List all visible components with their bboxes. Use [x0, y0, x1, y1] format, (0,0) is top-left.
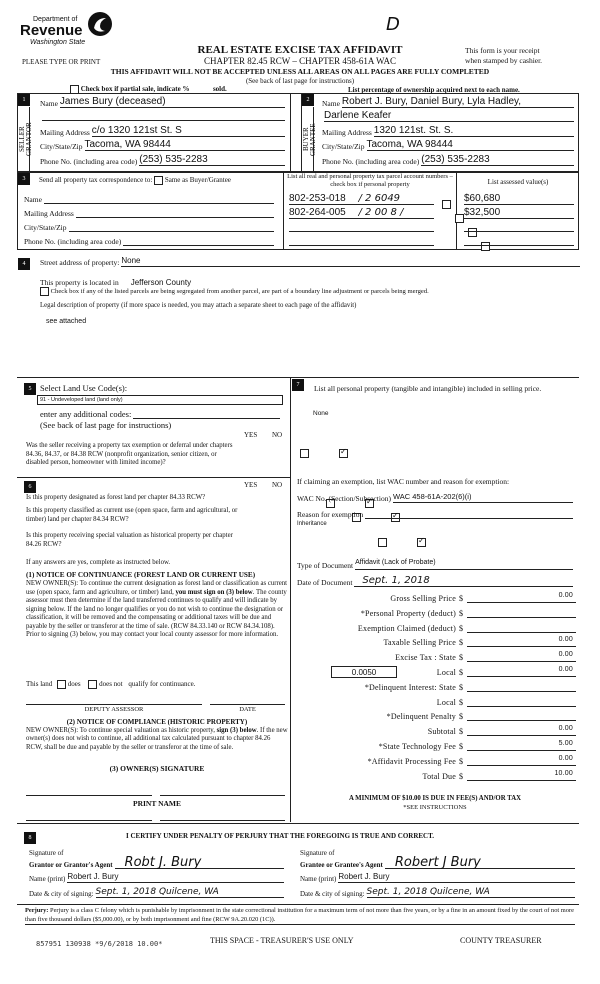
no-header: NO — [272, 431, 283, 439]
additional-codes-label: enter any additional codes: — [40, 409, 132, 419]
section-1-badge: 1 — [18, 94, 30, 106]
fee-label: *Personal Property (deduct) — [360, 608, 456, 618]
section-5-badge: 5 — [24, 383, 36, 395]
section-3-divider-2 — [456, 172, 457, 250]
deputy-label: DEPUTY ASSESSOR — [84, 706, 144, 713]
ownership-note: List percentage of ownership acquired next to each name. — [348, 86, 520, 94]
parcel-number: 802-264-005 — [289, 207, 346, 218]
assessed-row — [462, 235, 574, 246]
notice-continuance-text — [26, 580, 288, 640]
fee-value-field[interactable]: 10.00 — [467, 770, 576, 781]
grantor-date-field[interactable]: Sept. 1, 2018 Quilcene, WA — [96, 887, 284, 898]
form-subtitle: CHAPTER 82.45 RCW – CHAPTER 458-61A WAC — [204, 56, 396, 66]
personal-property-checkbox[interactable] — [442, 200, 451, 209]
buyer-name-label: Name — [322, 99, 340, 108]
grantee-signature[interactable]: Robert J Bury — [385, 857, 575, 869]
corr-address-field[interactable] — [76, 207, 274, 218]
seller-address-field[interactable]: c/o 1320 121st St. S — [92, 125, 285, 137]
fee-value-field[interactable]: 0.00 — [467, 666, 576, 677]
grantor-name-row — [29, 872, 284, 883]
section-divider — [290, 93, 291, 172]
dollar-sign: $ — [459, 712, 464, 722]
assessed-value-field[interactable]: $60,680 — [464, 193, 574, 205]
street-label: Street address of property: — [40, 258, 120, 267]
exemption-yes-checkbox[interactable] — [300, 449, 309, 458]
seller-address-row — [40, 125, 285, 137]
seller-name-field[interactable]: James Bury (deceased) — [60, 96, 285, 108]
grantee-name-row — [300, 872, 575, 883]
fee-row — [296, 622, 576, 633]
perjury-notice — [25, 907, 575, 925]
seller-address-label: Mailing Address — [40, 128, 90, 137]
historical-question: Is this property receiving special valuation as historical property per chapter 84.26 RCW? — [26, 532, 233, 548]
dollar-sign: $ — [459, 682, 464, 692]
land-use-title: Select Land Use Code(s): — [40, 383, 128, 393]
logo-line2: Revenue — [20, 22, 83, 39]
parcel-row — [289, 207, 434, 219]
parcel-handwritten: / 2 6049 — [358, 193, 401, 204]
see-instructions: *SEE INSTRUCTIONS — [403, 804, 467, 811]
buyer-address-label: Mailing Address — [322, 128, 372, 137]
grantee-date-label: Date & city of signing: — [300, 890, 365, 898]
cashier-stamp: 857951 130938 *9/6/2018 10.00* — [36, 940, 163, 948]
buyer-phone-label: Phone No. (including area code) — [322, 157, 420, 166]
fee-row — [296, 607, 576, 618]
grantor-signature[interactable]: Robt J. Bury — [115, 857, 284, 869]
grantee-date-field[interactable]: Sept. 1, 2018 Quilcene, WA — [367, 887, 575, 898]
parcel-number-field[interactable] — [289, 235, 434, 246]
section-5-7-topline — [17, 377, 579, 378]
buyer-city-row — [322, 139, 574, 151]
qualify-label: qualify for continuance. — [128, 680, 196, 689]
handwritten-mark: D — [386, 14, 400, 35]
certify-statement: I CERTIFY UNDER PENALTY OF PERJURY THAT THE FOREGOING IS TRUE AND CORRECT. — [126, 832, 435, 840]
grantee-sig-row — [300, 857, 575, 869]
buyer-name-field[interactable]: Robert J. Bury, Daniel Bury, Lyla Hadley, — [342, 96, 574, 108]
fee-value-field[interactable]: 5.00 — [467, 740, 576, 751]
grantor-name-label: Name (print) — [29, 875, 66, 883]
owner-signature-title: (3) OWNER(S) SIGNATURE — [109, 764, 205, 773]
print-line-2[interactable] — [160, 820, 285, 821]
fee-label: Subtotal — [427, 727, 456, 737]
date-line — [210, 704, 285, 705]
buyer-phone-row — [322, 154, 574, 166]
date-label: DATE — [239, 706, 256, 713]
notice-compliance-title: (2) NOTICE OF COMPLIANCE (HISTORIC PROPERTY) — [66, 718, 248, 726]
doc-date-label: Date of Document — [297, 578, 353, 587]
fee-value-field[interactable] — [467, 607, 576, 618]
parcel-handwritten: / 2 00 8 / — [358, 207, 404, 218]
grantor-text: GRANTOR — [25, 122, 33, 157]
grantee-name-label: Name (print) — [300, 875, 337, 883]
assessed-header: List assessed value(s) — [487, 178, 549, 186]
does-checkbox[interactable] — [57, 680, 66, 689]
additional-codes-field[interactable] — [133, 408, 280, 419]
corr-phone-row — [24, 235, 274, 246]
section-2-badge: 2 — [302, 94, 314, 106]
parcel-number-field[interactable] — [289, 207, 434, 219]
grantee-date-row — [300, 887, 575, 898]
dollar-sign: $ — [459, 727, 464, 737]
street-row — [40, 256, 580, 267]
parcel-number-field[interactable] — [289, 221, 434, 232]
doc-type-row — [297, 559, 573, 570]
corr-address-row — [24, 207, 274, 218]
fee-row — [296, 681, 576, 692]
s6-yes-header: YES — [244, 481, 258, 489]
dollar-sign: $ — [459, 742, 464, 751]
buyer-name2-field[interactable]: Darlene Keafer — [324, 110, 574, 122]
reason-value[interactable]: Inheritance — [297, 521, 327, 527]
continuance-row — [26, 680, 195, 689]
dollar-sign: $ — [459, 608, 464, 618]
warning-banner: THIS AFFIDAVIT WILL NOT BE ACCEPTED UNLESS ALL AREAS ON ALL PAGES ARE FULLY COMPLETED — [110, 67, 490, 76]
logo-line1: Department of — [33, 16, 78, 23]
print-name-label: PRINT NAME — [133, 799, 181, 808]
dollar-sign: $ — [459, 771, 464, 781]
seller-phone-label: Phone No. (including area code) — [40, 157, 138, 166]
does-not-label: does not — [99, 680, 123, 689]
wac-field[interactable]: WAC 458-61A-202(6)(i) — [393, 492, 573, 503]
grantee-text: GRANTEE — [309, 123, 317, 156]
left-right-divider — [290, 377, 291, 822]
buyer-phone-field[interactable]: (253) 535-2283 — [421, 154, 574, 166]
seller-text: SELLER — [18, 126, 26, 153]
corr-name-row — [24, 193, 274, 204]
fee-label: Exemption Claimed (deduct) — [357, 623, 456, 633]
buyer-text: BUYER — [302, 127, 310, 152]
fee-row — [296, 651, 576, 662]
fee-label: Gross Selling Price — [390, 594, 456, 603]
fee-row — [296, 636, 576, 647]
doc-date-row — [297, 575, 573, 587]
doc-type-label: Type of Document — [297, 561, 354, 570]
dollar-sign: $ — [459, 638, 464, 648]
fee-row — [296, 710, 576, 721]
grantor-sig-label-2: Grantor or Grantor's Agent — [29, 861, 113, 869]
grantor-name-field[interactable]: Robert J. Bury — [67, 872, 284, 883]
footer-topline — [17, 904, 579, 905]
send-label: Send all property tax correspondence to: — [39, 176, 153, 185]
logo-line3: Washington State — [30, 39, 86, 46]
fee-row — [296, 740, 576, 751]
notice2-bold: sign (3) below — [216, 727, 257, 734]
owner-sig-line-1[interactable] — [26, 795, 152, 796]
fee-value-field[interactable] — [467, 696, 576, 707]
assessed-row — [462, 221, 574, 232]
corr-phone-field[interactable] — [123, 235, 274, 246]
buyer-name2-row — [322, 110, 574, 122]
fee-row — [296, 592, 576, 603]
section-3-divider-1 — [283, 172, 284, 250]
corr-name-label: Name — [24, 195, 42, 204]
perjury-bold: Perjury: — [25, 907, 49, 914]
reason-label: Reason for exemption — [297, 510, 364, 519]
historical-no-checkbox[interactable] — [417, 538, 426, 547]
seller-name-label: Name — [40, 99, 58, 108]
grantor-date-label: Date & city of signing: — [29, 890, 94, 898]
owner-sig-line-2[interactable] — [160, 795, 285, 796]
land-use-see-back: (See back of last page for instructions) — [40, 420, 172, 430]
fee-label: *Delinquent Penalty — [386, 712, 456, 722]
corr-city-label: City/State/Zip — [24, 223, 67, 232]
form-title: REAL ESTATE EXCISE TAX AFFIDAVIT — [197, 44, 403, 56]
fee-label: *Delinquent Interest: State — [364, 682, 456, 692]
this-land-label: This land — [26, 680, 53, 689]
fee-label: Total Due — [422, 771, 456, 781]
fee-value-field[interactable]: 0.00 — [467, 592, 576, 603]
personal-property-label: List all personal property (tangible and intangible) included in selling price. — [314, 384, 542, 393]
fee-label: Taxable Selling Price — [383, 638, 456, 648]
notice-continuance-title: (1) NOTICE OF CONTINUANCE (FOREST LAND OR CURRENT USE) — [26, 571, 256, 579]
exemption-no-checkbox[interactable] — [339, 449, 348, 458]
notice1-text-b: . The county assessor must then determine if the land transferred continues to qualify and will indicate by signing below. If the land no longer qualifies or you do not wish to continue the designation or classification, it will be removed and the compensating or additional taxes will be due and payable by the seller or transferor at the time of sale. (RCW 84.33.140 or RCW 84.34.108). Prior to signing (3) below, you may contact your local county assessor for more information. — [26, 588, 287, 638]
s6-no-header: NO — [272, 481, 283, 489]
historical-yes-checkbox[interactable] — [378, 538, 387, 547]
fee-label: Excise Tax : State — [395, 653, 456, 663]
fee-row — [296, 770, 576, 781]
seller-city-field[interactable]: Tacoma, WA 98444 — [85, 139, 286, 151]
same-as-buyer-checkbox[interactable] — [154, 176, 163, 185]
parcel-number-field[interactable] — [289, 193, 434, 205]
grantor-sig-row — [29, 857, 284, 869]
county-treasurer-label: COUNTY TREASURER — [460, 936, 542, 945]
seller-city-label: City/State/Zip — [40, 142, 83, 151]
receipt-note-1: This form is your receipt — [465, 46, 540, 55]
corr-name-field[interactable] — [44, 193, 274, 204]
assessed-row — [462, 207, 574, 219]
notice1-text-a: NEW OWNER(S): To continue the current designation as forest land or classification as current use (open space, farm and agriculture, or timber) land, — [26, 580, 288, 596]
does-not-checkbox[interactable] — [88, 680, 97, 689]
fee-label: *State Technology Fee — [378, 742, 456, 751]
notice-compliance-text — [26, 727, 288, 752]
seller-name2-row — [40, 110, 285, 121]
corr-city-field[interactable] — [69, 221, 275, 232]
fee-row — [296, 725, 576, 736]
fee-value-field[interactable] — [467, 710, 576, 721]
fee-label: Local — [436, 697, 456, 707]
seller-phone-field[interactable]: (253) 535-2283 — [139, 154, 285, 166]
section-3-badge: 3 — [18, 173, 30, 185]
buyer-address-field[interactable]: 1320 121st. St. S. — [374, 125, 574, 137]
corr-phone-label: Phone No. (including area code) — [24, 237, 122, 246]
if-yes-note: If any answers are yes, complete as instructed below. — [26, 559, 171, 566]
doc-date-field[interactable]: Sept. 1, 2018 — [354, 575, 573, 587]
current-use-question: Is this property classified as current use (open space, farm and agricultural, or timber) land per chapter 84.34 RCW? — [26, 507, 238, 523]
seller-city-row — [40, 139, 285, 151]
assessed-row — [462, 193, 574, 205]
land-use-select[interactable]: 91 - Undeveloped land (land only) — [37, 395, 283, 405]
deputy-line — [26, 704, 202, 705]
seller-name-row — [40, 96, 285, 108]
assessed-value-field[interactable] — [464, 235, 574, 246]
fee-row — [296, 696, 576, 707]
notice1-bold: you must sign on (3) below — [175, 588, 253, 596]
wac-label: WAC No. (Section/Subsection) — [297, 494, 391, 503]
fee-row — [296, 755, 576, 766]
seller-name2-field[interactable] — [42, 110, 285, 121]
see-back-note: (See back of last page for instructions) — [245, 77, 355, 85]
wac-row — [297, 492, 573, 503]
segregated-label: Check box if any of the listed parcels are being segregated from another parcel, are part of a boundary line adjustment or parcels being merged. — [50, 288, 429, 296]
dollar-sign: $ — [459, 653, 464, 663]
treasurer-use-label: THIS SPACE - TREASURER'S USE ONLY — [210, 936, 354, 945]
fee-value-field[interactable]: 0.00 — [467, 636, 576, 647]
does-label: does — [67, 680, 81, 689]
buyer-name-row — [322, 96, 574, 108]
wave-logo-icon — [86, 10, 114, 38]
county-field[interactable]: Jefferson County — [130, 278, 192, 287]
notice2-text-a: NEW OWNER(S): To continue special valuation as historic property, — [26, 727, 215, 734]
parcel-row — [289, 193, 434, 205]
dollar-sign: $ — [459, 594, 464, 603]
forest-land-question: Is this property designated as forest land per chapter 84.33 RCW? — [26, 494, 206, 501]
doc-type-field[interactable]: Affidavit (Lack of Probate) — [355, 559, 573, 570]
dollar-sign: $ — [459, 756, 464, 766]
seller-phone-row — [40, 154, 285, 166]
yes-header: YES — [244, 431, 258, 439]
buyer-address-row — [322, 125, 574, 137]
legal-label: Legal description of property (if more space is needed, you may attach a separate sheet to each page of the affidavit) — [40, 302, 357, 309]
please-type: PLEASE TYPE OR PRINT — [22, 58, 101, 66]
print-line-1[interactable] — [26, 820, 152, 821]
exemption-question: Was the seller receiving a property tax exemption or deferral under chapters 84.36, 84.37, or 84.38 RCW (nonprofit organization, senior citizen, or disabled person, homeowner with limited income)? — [26, 442, 233, 467]
grantee-sig-label-2: Grantee or Grantee's Agent — [300, 861, 383, 869]
parcel-row — [289, 221, 434, 232]
minimum-due-notice: A MINIMUM OF $10.00 IS DUE IN FEE(S) AND/OR TAX — [348, 795, 522, 802]
section-6-topline — [17, 477, 290, 478]
fee-value-field[interactable] — [467, 681, 576, 692]
exemption-label: If claiming an exemption, list WAC number and reason for exemption: — [297, 477, 510, 486]
fee-label: Local — [436, 668, 456, 677]
assessed-value-field[interactable]: $32,500 — [464, 207, 574, 219]
notice2-text-b: . If the new owner(s) does not wish to continue, all additional tax calculated pursuant to chapter 84.26 RCW, shall be due and payable by the seller or transferor at the time of sale. — [26, 727, 288, 751]
fee-value-field[interactable]: 0.00 — [467, 755, 576, 766]
corr-address-label: Mailing Address — [24, 209, 74, 218]
grantee-sig-label-1: Signature of — [300, 849, 335, 857]
corr-city-row — [24, 221, 274, 232]
parcel-number: 802-253-018 — [289, 193, 346, 204]
dollar-sign: $ — [459, 668, 464, 677]
reason-line — [365, 508, 573, 519]
buyer-label — [303, 112, 317, 167]
section-8-topline — [17, 823, 579, 824]
buyer-city-field[interactable]: Tacoma, WA 98444 — [367, 139, 575, 151]
section-6-badge: 6 — [24, 481, 36, 493]
parcel-row — [289, 235, 434, 246]
section-4-badge: 4 — [18, 258, 30, 270]
partial-sale-label: Check box if partial sale, indicate % — [80, 85, 190, 94]
sold-label: sold. — [212, 85, 227, 94]
segregated-row — [40, 287, 429, 296]
seller-label — [19, 112, 33, 167]
assessed-value-field[interactable] — [464, 221, 574, 232]
personal-property-value[interactable]: None — [313, 410, 329, 417]
grantor-date-row — [29, 887, 284, 898]
reason-row — [297, 508, 573, 519]
grantee-name-field[interactable]: Robert J. Bury — [338, 872, 575, 883]
section-8-badge: 8 — [24, 832, 36, 844]
same-as-buyer-label: Same as Buyer/Grantee — [164, 176, 231, 185]
send-correspondence — [39, 176, 231, 185]
street-field[interactable]: None — [121, 256, 580, 267]
buyer-city-label: City/State/Zip — [322, 142, 365, 151]
additional-codes-row — [40, 408, 280, 419]
located-label: This property is located in — [40, 278, 119, 287]
receipt-note-2: when stamped by cashier. — [465, 56, 543, 65]
fee-value-field[interactable] — [467, 622, 576, 633]
section-7-badge: 7 — [292, 379, 304, 391]
dollar-sign: $ — [459, 697, 464, 707]
parcel-header: List all real and personal property tax parcel account numbers – check box if personal property — [287, 173, 453, 188]
segregated-checkbox[interactable] — [40, 287, 49, 296]
legal-description[interactable]: see attached — [46, 318, 87, 325]
local-rate-box[interactable]: 0.0050 — [331, 666, 397, 678]
fee-label: *Affidavit Processing Fee — [367, 756, 456, 766]
grantor-sig-label-1: Signature of — [29, 849, 64, 857]
fee-value-field[interactable]: 0.00 — [467, 651, 576, 662]
perjury-text: Perjury is a class C felony which is punishable by imprisonment in the state correctional institution for a maximum term of not more than five years, or by a fine in an amount fixed by the court of not more than five thousand dollars ($5,000.00), or by both imprisonment and fine (RCW 9A.20.020 (1C)). — [25, 907, 574, 923]
dollar-sign: $ — [459, 623, 464, 633]
fee-value-field[interactable]: 0.00 — [467, 725, 576, 736]
